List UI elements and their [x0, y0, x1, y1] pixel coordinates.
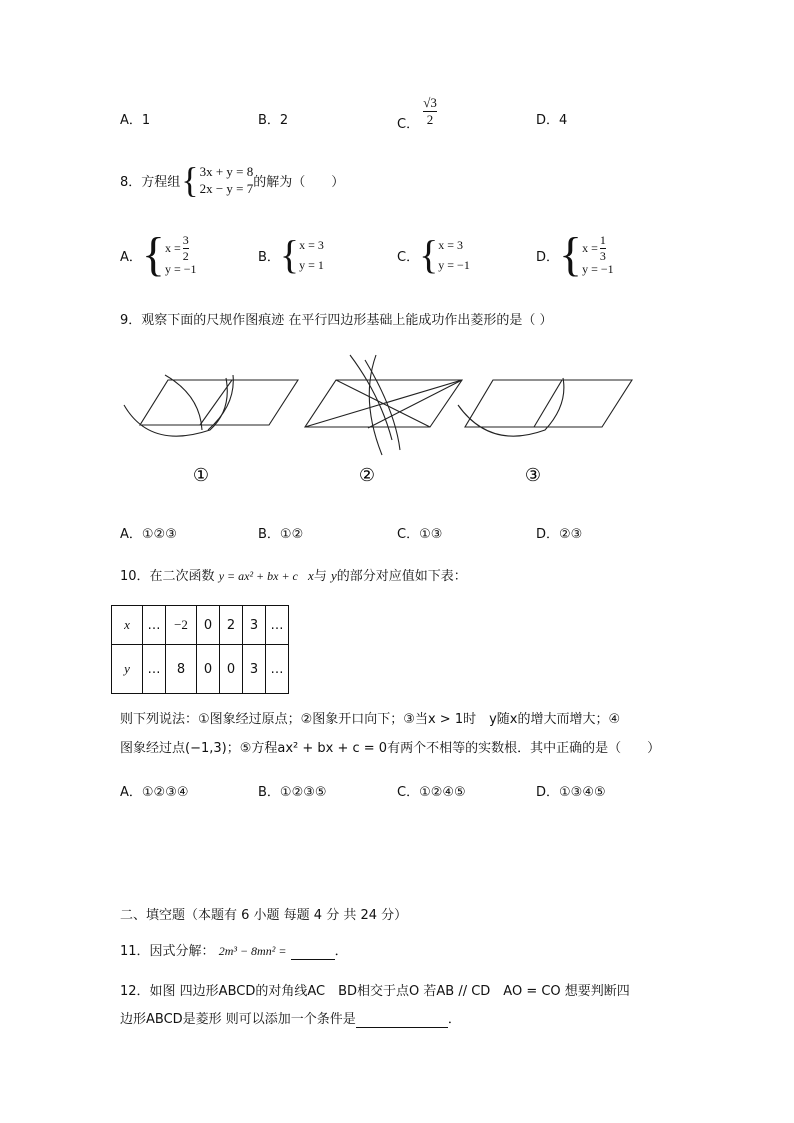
q9-option-b: B．①②: [258, 527, 304, 542]
q11-answer-blank[interactable]: [291, 944, 335, 960]
q12-line-1: 12．如图 四边形ABCD的对角线AC BD相交于点O 若AB // CD AO = CO 想要判断四: [120, 984, 630, 999]
parallelogram-figure-2: [305, 355, 462, 455]
table-cell: …: [266, 606, 289, 645]
table-cell: …: [143, 645, 166, 694]
q10-statements-line-2: 图象经过点(−1,3)；⑤方程ax² + bx + c = 0有两个不相等的实数根．其中正确的是（ ）: [120, 741, 661, 756]
table-cell: y: [112, 645, 143, 694]
q12-line-2: 边形ABCD是菱形 则可以添加一个条件是 ．: [120, 1012, 461, 1027]
q10-value-table: [111, 605, 289, 694]
table-cell: 8: [166, 645, 197, 694]
q7-option-d: D．4: [536, 113, 568, 128]
q9-option-d: D．②③: [536, 527, 583, 542]
table-row-x: [112, 606, 289, 645]
q7-option-b: B．2: [258, 113, 289, 128]
table-cell: 2: [220, 606, 243, 645]
q10-option-a: A．①②③④: [120, 785, 189, 800]
q9-option-c: C．①③: [397, 527, 443, 542]
table-cell: 0: [220, 645, 243, 694]
q10-option-b: B．①②③⑤: [258, 785, 327, 800]
section-2-title: 二、填空题（本题有 6 小题 每题 4 分 共 24 分）: [120, 908, 408, 923]
q9-figures: [115, 345, 645, 490]
q7-option-a: A．1: [120, 113, 151, 128]
table-cell: −2: [166, 606, 197, 645]
q8-option-d: D． { x = $\frac{1}{3}$ y = −1: [536, 228, 614, 281]
table-cell: x: [112, 606, 143, 645]
q8-option-a: A． { x = $\frac{3}{2}$ y = −1: [120, 228, 197, 281]
table-cell: 3: [243, 645, 266, 694]
q10-option-c: C．①②④⑤: [397, 785, 466, 800]
q9-stem: 9．观察下面的尺规作图痕迹 在平行四边形基础上能成功作出菱形的是（ ）: [120, 313, 553, 328]
q10-statements-line-1: 则下列说法：①图象经过原点；②图象开口向下；③当x > 1时 y随x的增大而增大；④: [120, 712, 621, 727]
table-cell: 0: [197, 645, 220, 694]
fig-label-2: ②: [358, 465, 376, 486]
q11: 11．因式分解： 2m³ − 8mn² = ．: [120, 944, 348, 959]
parallelogram-figure-3: [458, 378, 632, 436]
table-cell: 0: [197, 606, 220, 645]
q9-option-a: A．①②③: [120, 527, 177, 542]
q7-option-c: C． $\frac{√3}{2}$: [397, 95, 437, 132]
q8-stem: 8．方程组 { 3x + y = 8 2x − y = 7 的解为（ ）: [120, 160, 345, 200]
fig-label-1: ①: [192, 465, 210, 486]
table-cell: …: [266, 645, 289, 694]
fig-label-3: ③: [524, 465, 542, 486]
table-row-y: [112, 645, 289, 694]
q12-answer-blank[interactable]: [356, 1012, 448, 1028]
parallelogram-figure-1: [124, 375, 298, 436]
table-cell: 3: [243, 606, 266, 645]
q10-option-d: D．①③④⑤: [536, 785, 606, 800]
q8-option-b: B． { x = 3 y = 1: [258, 232, 324, 277]
table-cell: …: [143, 606, 166, 645]
q10-stem: 10．在二次函数 y = ax² + bx + c x与 y的部分对应值如下表：: [120, 568, 467, 584]
q8-option-c: C． { x = 3 y = −1: [397, 232, 470, 277]
